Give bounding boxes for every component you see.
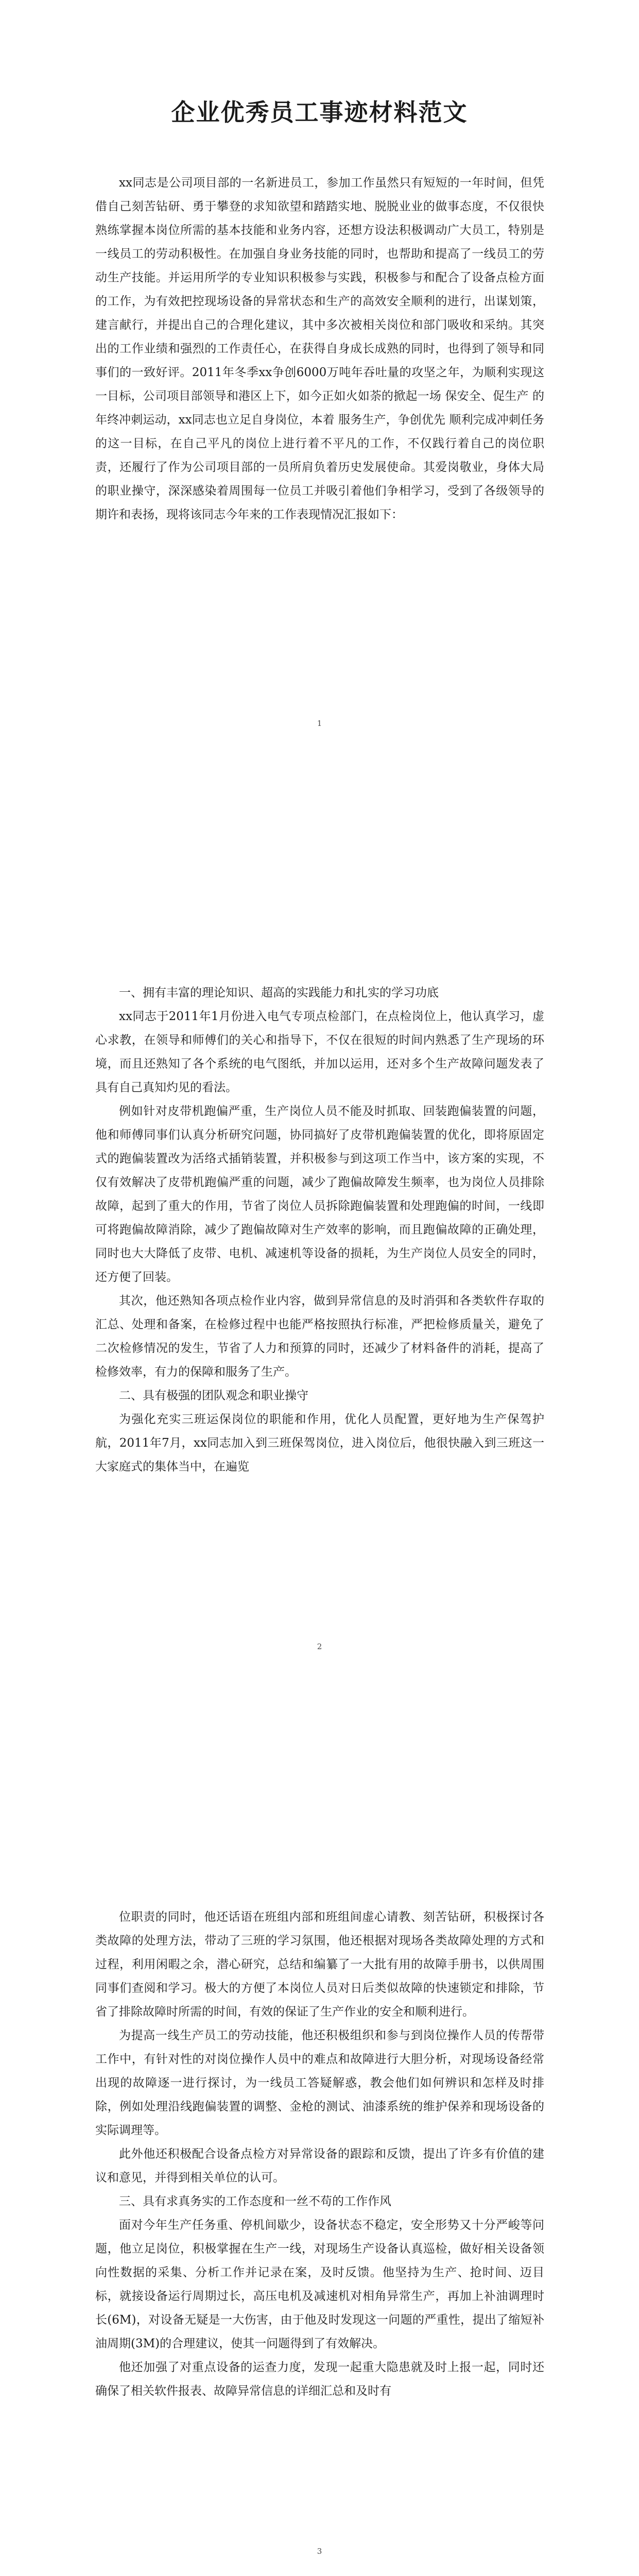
paragraph: 为提高一线生产员工的劳动技能，他还积极组织和参与到岗位操作人员的传帮带工作中，有针对性的对岗位操作人员中的难点和故障进行大胆分析，对现场设备经常出现的故障逐一进行探讨，为一线员工答疑解惑，教会他们如何辨识和怎样及时排除，例如处理沿线跑偏装置的调整、金枪的测试、油漆系统的维护保养和现场设备的实际调理等。 <box>95 2029 544 2137</box>
paragraph: 他还加强了对重点设备的运查力度，发现一起重大隐患就及时上报一起，同时还确保了相关软件报表、故障异常信息的详细汇总和及时有 <box>95 2361 544 2398</box>
section-heading: 一、拥有丰富的理论知识、超高的实践能力和扎实的学习功底 <box>119 986 439 999</box>
paragraph: 面对今年生产任务重、停机间歇少，设备状态不稳定，安全形势又十分严峻等问题，他立足岗位，积极掌握在生产一线，对现场生产设备认真巡检，做好相关设备领向性数据的采集、分析工作并记录在案，及时反馈。他坚持为生产、抢时间、迈目标，就接设备运行周期过长，高压电机及减速机对相角异常生产，再加上补油调理时长(6M)，对设备无疑是一大伤害，由于他及时发现这一问题的严重性，提出了缩短补油周期(3M)的合理建议，使其一问题得到了有效解决。 <box>95 2218 544 2350</box>
paragraph: 为强化充实三班运保岗位的职能和作用，优化人员配置，更好地为生产保驾护航，2011年7月，xx同志加入到三班保驾岗位，进入岗位后，他很快融入到三班这一大家庭式的集体当中，在遍览 <box>95 1413 544 1473</box>
page-number: 1 <box>317 719 322 728</box>
section-heading: 二、具有极强的团队观念和职业操守 <box>119 1389 308 1402</box>
page-2 <box>0 904 639 1807</box>
paragraph: xx同志是公司项目部的一名新进员工，参加工作虽然只有短短的一年时间，但凭借自己刻苦钻研、勇于攀登的求知欲望和踏踏实地、脱脱业业的做事态度，不仅很快熟练掌握本岗位所需的基本技能和业务内容，还想方设法积极调动广大员工，特别是一线员工的劳动积极性。在加强自身业务技能的同时，也帮助和提高了一线员工的劳动生产技能。并运用所学的专业知识积极参与实践，积极参与和配合了设备点检方面的工作，为有效把控现场设备的异常状态和生产的高效安全顺利的进行，出谋划策，建言献行，并提出自己的合理化建议，其中多次被相关岗位和部门吸收和采纳。其突出的工作业绩和强烈的工作责任心，在获得自身成长成熟的同时，也得到了领导和同事们的一致好评。2011年冬季xx争创6000万吨年吞吐量的攻坚之年，为顺利实现这一目标，公司项目部领导和港区上下，如今正如火如荼的掀起一场 保安全、促生产 的年终冲刺运动，xx同志也立足自身岗位，本着 服务生产，争创优先 顺利完成冲刺任务的这一目标，在自己平凡的岗位上进行着不平凡的工作，不仅践行着自己的岗位职责，还履行了作为公司项目部的一员所肩负着历史发展使命。其爱岗敬业，身体大局的职业操守，深深感染着周围每一位员工并吸引着他们争相学习，受到了各级领导的期许和表扬，现将该同志今年来的工作表现情况汇报如下： <box>95 176 544 521</box>
paragraph: 其次，他还熟知各项点检作业内容，做到异常信息的及时消弭和各类软件存取的汇总、处理和备案，在检修过程中也能严格按照执行标准，严把检修质量关，避免了二次检修情况的发生，节省了人力和预算的同时，还减少了材料备件的消耗，提高了检修效率，有力的保障和服务了生产。 <box>95 1294 544 1379</box>
page-1-body <box>95 171 544 527</box>
paragraph: 例如针对皮带机跑偏严重，生产岗位人员不能及时抓取、回装跑偏装置的问题，他和师傅同事们认真分析研究问题，协同搞好了皮带机跑偏装置的优化，即将原固定式的跑偏装置改为活络式插销装置，并积极参与到这项工作当中，该方案的实现，不仅有效解决了皮带机跑偏严重的问题，减少了跑偏故障发生频率，也为岗位人员排除故障，起到了重大的作用，节省了岗位人员拆除跑偏装置和处理跑偏的时间，一线即可将跑偏故障消除，减少了跑偏故障对生产效率的影响，而且跑偏故障的正确处理，同时也大大降低了皮带、电机、减速机等设备的损耗，为生产岗位人员安全的同时，还方便了回装。 <box>95 1105 544 1284</box>
page-number: 3 <box>317 2547 322 2556</box>
section-heading: 三、具有求真务实的工作态度和一丝不苟的工作作风 <box>119 2195 391 2208</box>
page-3 <box>0 1807 639 2576</box>
page-3-body <box>95 1905 544 2403</box>
page-2-body <box>95 981 544 1479</box>
paragraph: xx同志于2011年1月份进入电气专项点检部门，在点检岗位上，他认真学习，虚心求教，在领导和师傅们的关心和指导下，不仅在很短的时间内熟悉了生产现场的环境，而且还熟知了各个系统的电气图纸，并加以运用，还对多个生产故障问题发表了具有自己真知灼见的看法。 <box>95 1010 544 1094</box>
page-number: 2 <box>317 1642 322 1651</box>
paragraph: 此外他还积极配合设备点检方对异常设备的跟踪和反馈，提出了许多有价值的建议和意见，并得到相关单位的认可。 <box>95 2147 544 2184</box>
page-1 <box>0 0 639 904</box>
document-title: 企业优秀员工事迹材料范文 <box>171 98 468 126</box>
paragraph: 位职责的同时，他还话语在班组内部和班组间虚心请教、刻苦钻研，积极探讨各类故障的处理方法，带动了三班的学习氛围，他还根据对现场各类故障处理的方式和过程，利用闲暇之余，潜心研究，总结和编纂了一大批有用的故障手册书，以供周围同事们查阅和学习。极大的方便了本岗位人员对日后类似故障的快速锁定和排除，节省了排除故障时所需的时间，有效的保证了生产作业的安全和顺利进行。 <box>95 1910 544 2019</box>
